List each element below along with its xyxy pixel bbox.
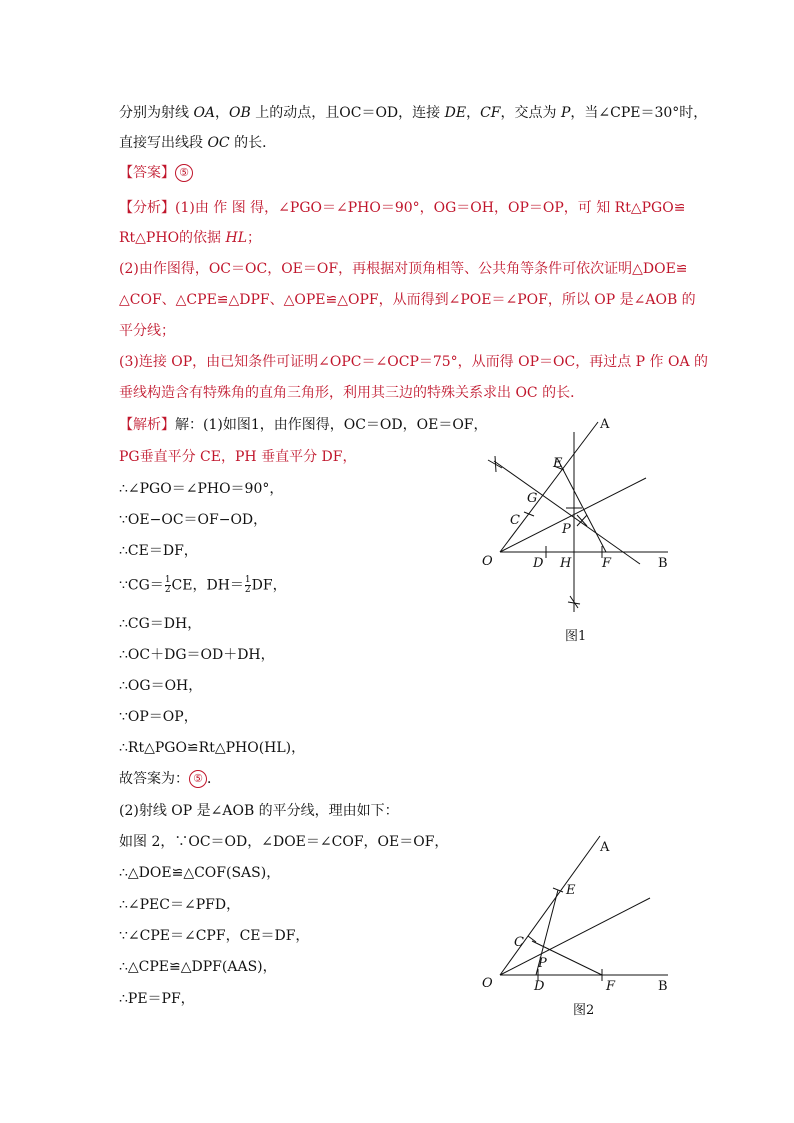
label-O: O: [482, 554, 493, 569]
final-answer-circled: ⑤: [189, 770, 207, 788]
analysis-line-4: △COF、△CPE≌△DPF、△OPE≌△OPF，从而得到∠POE＝∠POF，所以 OP 是∠AOB 的: [119, 292, 696, 308]
label-A: A: [600, 840, 610, 855]
part2-line-7: ∴PE＝PF，: [119, 991, 195, 1007]
analysis-line-7: 垂线构造含有特殊角的直角三角形，利用其三边的特殊关系求出 OC 的长．: [119, 385, 585, 401]
final-answer-line: 故答案为： ⑤ ．: [119, 771, 221, 787]
solution-line-5: ∴CE＝DF，: [119, 543, 198, 559]
label-F: F: [602, 556, 612, 571]
analysis-line-3: (2)由作图得，OC＝OC，OE＝OF，再根据对顶角相等、公共角等条件可依次证明△DOE≌: [119, 261, 688, 277]
part2-line-1: (2)射线 OP 是∠AOB 的平分线，理由如下：: [119, 803, 399, 819]
analysis-line-6: (3)连接 OP，由已知条件可证明∠OPC＝∠OCP＝75°，从而得 OP＝OC，再过点 P 作 OA 的: [119, 354, 709, 370]
figure-1: [470, 410, 700, 650]
answer-line: [119, 164, 193, 182]
fraction-half-1: $\frac{1}{2}$: [164, 575, 171, 595]
ray-OA: [500, 422, 598, 552]
figure-1-diagram: [470, 410, 700, 650]
part2-line-5: ∵∠CPE＝∠CPF，CE＝DF，: [119, 928, 310, 944]
solution-line-11: ∴Rt△PGO≌Rt△PHO(HL)，: [119, 740, 306, 756]
label-H: H: [560, 556, 572, 571]
label-O: O: [482, 976, 493, 991]
text-line-1: 分别为射线 OA，OB 上的动点，且OC＝OD，连接 DE，CF，交点为 P，当∠CPE＝30°时，: [119, 105, 708, 121]
solution-line-4: ∵OE−OC＝OF−OD，: [119, 512, 268, 528]
label-B: B: [658, 556, 668, 571]
label-E: E: [553, 456, 563, 471]
arc-mark: [495, 456, 496, 472]
part2-line-3: ∴△DOE≌△COF(SAS)，: [119, 865, 281, 881]
label-C: C: [510, 513, 520, 528]
label-E: E: [566, 883, 576, 898]
label-C: C: [514, 935, 524, 950]
solution-line-3: ∴∠PGO＝∠PHO＝90°，: [119, 481, 284, 497]
ray-OA: [500, 836, 600, 975]
solution-line-6: ∵CG＝ $\frac{1}{2}$ CE，DH＝ $\frac{1}{2}$ DF，: [119, 575, 287, 595]
label-B: B: [658, 979, 668, 994]
answer-circled: ⑤: [175, 164, 193, 182]
tick-C: [524, 512, 534, 516]
analysis-line-2: Rt△PHO的依据 HL；: [119, 230, 262, 246]
solution-tag: 【解析】: [119, 417, 175, 433]
solution-line-9: ∴OG＝OH，: [119, 678, 203, 694]
label-D: D: [533, 556, 544, 571]
label-P: P: [562, 522, 571, 537]
solution-line-8: ∴OC＋DG＝OD＋DH，: [119, 647, 275, 663]
figure-2: [470, 832, 700, 1022]
label-G: G: [527, 491, 538, 506]
caption-fig1: 图1: [565, 629, 587, 644]
caption-fig2: 图2: [573, 1003, 595, 1018]
part2-line-6: ∴△CPE≌△DPF(AAS)，: [119, 959, 277, 975]
analysis-tag: 【分析】: [119, 200, 175, 216]
label-F: F: [606, 979, 616, 994]
label-D: D: [534, 979, 545, 994]
analysis-line-5: 平分线；: [119, 323, 175, 339]
answer-tag: 【答案】: [119, 165, 175, 181]
label-A: A: [600, 417, 610, 432]
text-line-2: 直接写出线段 OC 的长．: [119, 135, 277, 151]
solution-line-7: ∴CG＝DH，: [119, 616, 202, 632]
part2-line-2: 如图 2，∵OC＝OD，∠DOE＝∠COF，OE＝OF，: [119, 834, 449, 850]
figure-2-diagram: [470, 832, 700, 1022]
solution-line-10: ∵OP＝OP，: [119, 709, 198, 725]
part2-line-4: ∴∠PEC＝∠PFD，: [119, 897, 241, 913]
solution-line-2: PG垂直平分 CE，PH 垂直平分 DF，: [119, 449, 357, 465]
label-P: P: [538, 956, 547, 971]
fraction-half-2: $\frac{1}{2}$: [244, 575, 251, 595]
solution-line-1: 【解析】解：(1)如图1，由作图得，OC＝OD，OE＝OF，: [119, 417, 488, 433]
analysis-line-1: 【分析】(1)由 作 图 得，∠PGO＝∠PHO＝90°，OG＝OH，OP＝OP，可 知 Rt△PGO≌: [119, 200, 686, 216]
segment-EF: [557, 458, 606, 552]
